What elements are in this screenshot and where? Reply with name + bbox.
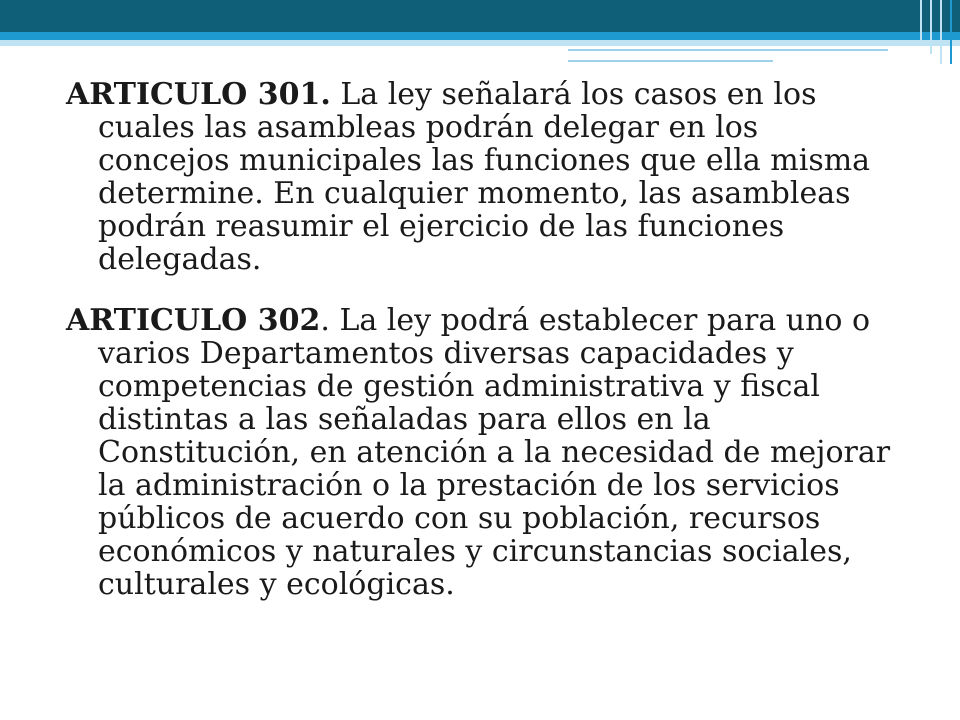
header-vertical-line: [950, 0, 952, 64]
article-301-paragraph: [66, 78, 896, 276]
article-302-paragraph: [66, 304, 896, 601]
header-accent-line: [568, 49, 888, 51]
header-bar-light: [0, 40, 960, 46]
slide-content: [66, 78, 896, 629]
header-vertical-line: [920, 0, 922, 46]
header-vertical-line: [930, 0, 932, 54]
article-302-title: ARTICULO 302: [66, 303, 321, 338]
article-302-text: . La ley podrá establecer para uno o varios Departamentos diversas capacidades y competencias de gestión administrativa y fiscal distintas a las señaladas para ellos en la Constitución, en atención a la necesidad de mejorar la administración o la prestación de los servicios públicos de acuerdo con su población, recursos económicos y naturales y circunstancias sociales, culturales y ecológicas.: [98, 303, 891, 602]
header-vertical-line: [940, 0, 942, 64]
header-bar-mid: [0, 32, 960, 40]
article-301-title: ARTICULO 301.: [66, 77, 331, 112]
header-accent-line: [568, 60, 773, 62]
article-301-text: La ley señalará los casos en los cuales las asambleas podrán delegar en los concejos municipales las funciones que ella misma determine. En cualquier momento, las asambleas podrán reasumir el ejercicio de las funciones delegadas.: [98, 77, 871, 277]
header-bar-dark: [0, 0, 960, 32]
